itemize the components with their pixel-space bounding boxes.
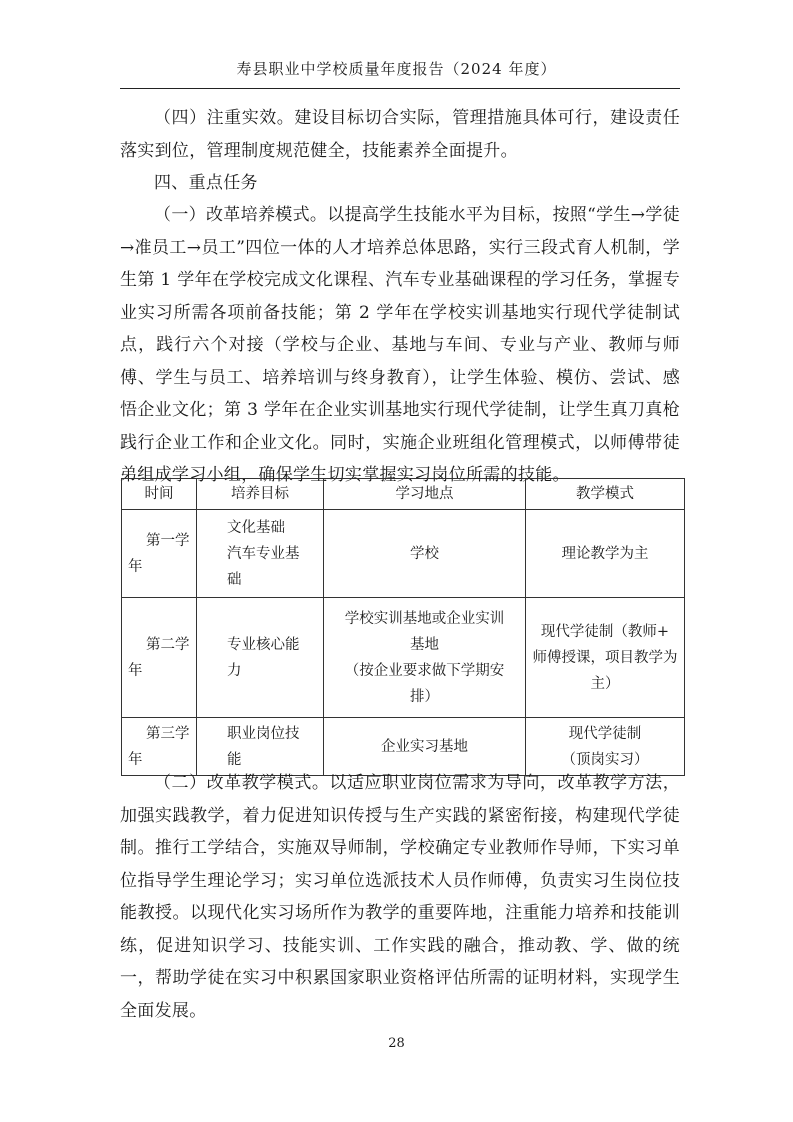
cell-line: 汽车专业基 bbox=[227, 545, 300, 562]
cell-line: （顶岗实习） bbox=[561, 751, 649, 768]
cell-line: 力 bbox=[227, 662, 242, 679]
training-plan-table bbox=[121, 478, 685, 776]
cell-line: 第三学 bbox=[146, 725, 190, 742]
cell-line: 文化基础 bbox=[227, 519, 285, 536]
cell-line: 学校实训基地或企业实训 bbox=[344, 610, 505, 627]
header-place: 学习地点 bbox=[324, 479, 526, 510]
cell-line: 第二学 bbox=[146, 636, 190, 653]
cell-line: 现代学徒制 bbox=[568, 725, 642, 742]
table-row bbox=[122, 510, 685, 598]
cell-line: 础 bbox=[227, 571, 242, 588]
cell-goal bbox=[197, 510, 324, 598]
table-header-row bbox=[122, 479, 685, 510]
cell-mode bbox=[526, 510, 685, 598]
cell-line: 年 bbox=[128, 558, 143, 575]
paragraph-training-model: （一）改革培养模式。以提高学生技能水平为目标，按照“学生→学徒→准员工→员工”四位一体的人才培养总体思路，实行三段式育人机制，学生第 1 学年在学校完成文化课程、汽车专业基础课程的学习任务，掌握专业实习所需各项前备技能；第 2 学年在学校实训基地实行现代学徒制试点，践行六个对接（学校与企业、基地与车间、专业与产业、教师与师傅、学生与员工、培养培训与终身教育），让学生体验、模仿、尝试、感悟企业文化；第 3 学年在企业实训基地实行现代学徒制，让学生真刀真枪践行企业工作和企业文化。同时，实施企业班组化管理模式，以师傅带徒弟组成学习小组，确保学生切实掌握实习岗位所需的技能。 bbox=[120, 205, 680, 485]
cell-place bbox=[324, 510, 526, 598]
cell-line: 年 bbox=[128, 751, 143, 768]
cell-line: 基地 bbox=[410, 636, 439, 653]
cell-line: 第一学 bbox=[146, 532, 190, 549]
cell-line: 学校 bbox=[410, 545, 439, 562]
cell-line: 能 bbox=[227, 751, 242, 768]
cell-time bbox=[122, 510, 197, 598]
cell-time bbox=[122, 598, 197, 718]
paragraph-effectiveness: （四）注重实效。建设目标切合实际，管理措施具体可行，建设责任落实到位，管理制度规范健全，技能素养全面提升。 bbox=[120, 108, 680, 161]
cell-line: 主） bbox=[590, 675, 620, 692]
cell-line: 师傅授课，项目教学为 bbox=[532, 649, 678, 666]
header-mode: 教学模式 bbox=[526, 479, 685, 510]
header-divider bbox=[120, 88, 680, 89]
cell-line: 排） bbox=[410, 688, 439, 705]
cell-line: （按企业要求做下学期安 bbox=[344, 662, 505, 679]
page-header-title: 寿县职业中学校质量年度报告（2024 年度） bbox=[236, 60, 557, 78]
header-goal: 培养目标 bbox=[197, 479, 324, 510]
cell-mode bbox=[526, 598, 685, 718]
cell-line: 年 bbox=[128, 662, 143, 679]
cell-line: 现代学徒制（教师+ bbox=[540, 623, 670, 640]
cell-line: 理论教学为主 bbox=[561, 545, 649, 562]
paragraph-teaching-model: （二）改革教学模式。以适应职业岗位需求为导向，改革教学方法，加强实践教学，着力促进知识传授与生产实践的紧密衔接，构建现代学徒制。推行工学结合，实施双导师制，学校确定专业教师作导师，下实习单位指导学生理论学习；实习单位选派技术人员作师傅，负责实习生岗位技能教授。以现代化实习场所作为教学的重要阵地，注重能力培养和技能训练，促进知识学习、技能实训、工作实践的融合，推动教、学、做的统一，帮助学徒在实习中积累国家职业资格评估所需的证明材料，实现学生全面发展。 bbox=[120, 773, 680, 1021]
cell-line: 职业岗位技 bbox=[227, 725, 300, 742]
table-row bbox=[122, 598, 685, 718]
cell-goal bbox=[197, 598, 324, 718]
cell-place bbox=[324, 598, 526, 718]
cell-line: 企业实习基地 bbox=[381, 738, 468, 755]
section-heading-key-tasks: 四、重点任务 bbox=[154, 173, 258, 193]
cell-line: 专业核心能 bbox=[227, 636, 300, 653]
page-number: 28 bbox=[388, 1036, 405, 1051]
header-time: 时间 bbox=[122, 479, 197, 510]
